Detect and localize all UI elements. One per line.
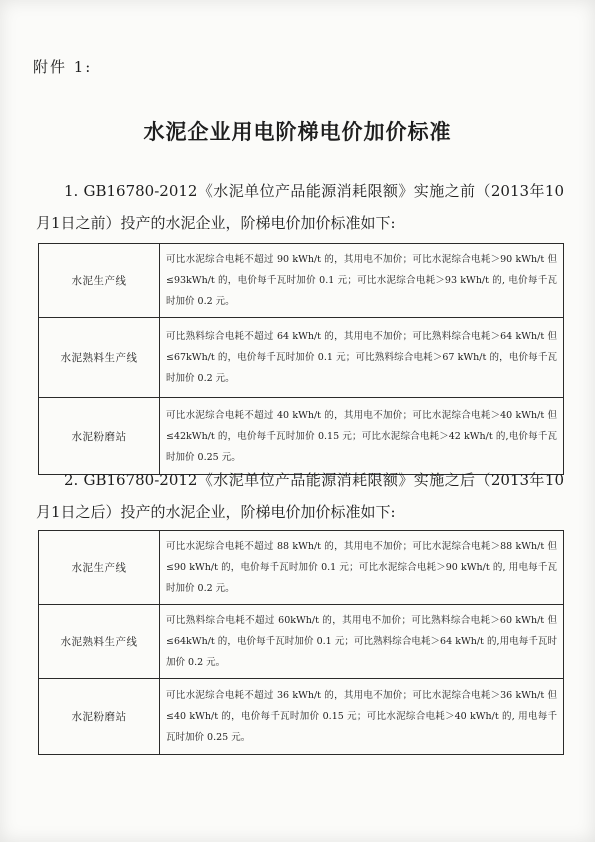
price-rule-text: 可比熟料综合电耗不超过 60kWh/t 的，其用电不加价；可比熟料综合电耗＞60 kWh/t 但≤64kWh/t 的，电价每千瓦时加价 0.1 元；可比熟料综合电耗＞64 kWh/t 的,用电每千瓦时加价 0.2 元。 <box>160 605 564 679</box>
price-rule-text: 可比水泥综合电耗不超过 40 kWh/t 的，其用电不加价；可比水泥综合电耗＞40 kWh/t 但≤42kWh/t 的，电价每千瓦时加价 0.15 元；可比水泥综合电耗＞42 kWh/t 的,电价每千瓦时加价 0.25 元。 <box>160 398 564 475</box>
price-rule-text: 可比水泥综合电耗不超过 88 kWh/t 的，其用电不加价；可比水泥综合电耗＞88 kWh/t 但≤90 kWh/t 的，电价每千瓦时加价 0.1 元；可比水泥综合电耗＞90 kWh/t 的, 用电每千瓦时加价 0.2 元。 <box>160 531 564 605</box>
production-line-name: 水泥粉磨站 <box>39 398 160 475</box>
section-2-price-table <box>38 530 564 755</box>
price-rule-text: 可比熟料综合电耗不超过 64 kWh/t 的，其用电不加价；可比熟料综合电耗＞64 kWh/t 但≤67kWh/t 的，电价每千瓦时加价 0.1 元；可比熟料综合电耗＞67 kWh/t 的，电价每千瓦时加价 0.2 元。 <box>160 318 564 398</box>
table-row <box>39 398 564 475</box>
document-title: 水泥企业用电阶梯电价加价标准 <box>143 119 452 144</box>
section-1-intro: 1. GB16780-2012《水泥单位产品能源消耗限额》实施之前（2013年10月1日之前）投产的水泥企业，阶梯电价加价标准如下: <box>36 182 564 232</box>
section-2-intro: 2. GB16780-2012《水泥单位产品能源消耗限额》实施之后（2013年10月1日之后）投产的水泥企业，阶梯电价加价标准如下: <box>36 471 564 521</box>
production-line-name: 水泥粉磨站 <box>39 679 160 755</box>
production-line-name: 水泥熟料生产线 <box>39 605 160 679</box>
table-row <box>39 244 564 318</box>
table-row <box>39 531 564 605</box>
table-row <box>39 679 564 755</box>
production-line-name: 水泥熟料生产线 <box>39 318 160 398</box>
table-row <box>39 605 564 679</box>
production-line-name: 水泥生产线 <box>39 531 160 605</box>
production-line-name: 水泥生产线 <box>39 244 160 318</box>
attachment-label: 附件 1: <box>33 58 93 76</box>
table-row <box>39 318 564 398</box>
price-rule-text: 可比水泥综合电耗不超过 36 kWh/t 的，其用电不加价；可比水泥综合电耗＞36 kWh/t 但≤40 kWh/t 的，电价每千瓦时加价 0.15 元；可比水泥综合电耗＞40 kWh/t 的, 用电每千瓦时加价 0.25 元。 <box>160 679 564 755</box>
section-1-price-table <box>38 243 564 475</box>
price-rule-text: 可比水泥综合电耗不超过 90 kWh/t 的，其用电不加价；可比水泥综合电耗＞90 kWh/t 但≤93kWh/t 的，电价每千瓦时加价 0.1 元；可比水泥综合电耗＞93 kWh/t 的, 电价每千瓦时加价 0.2 元。 <box>160 244 564 318</box>
